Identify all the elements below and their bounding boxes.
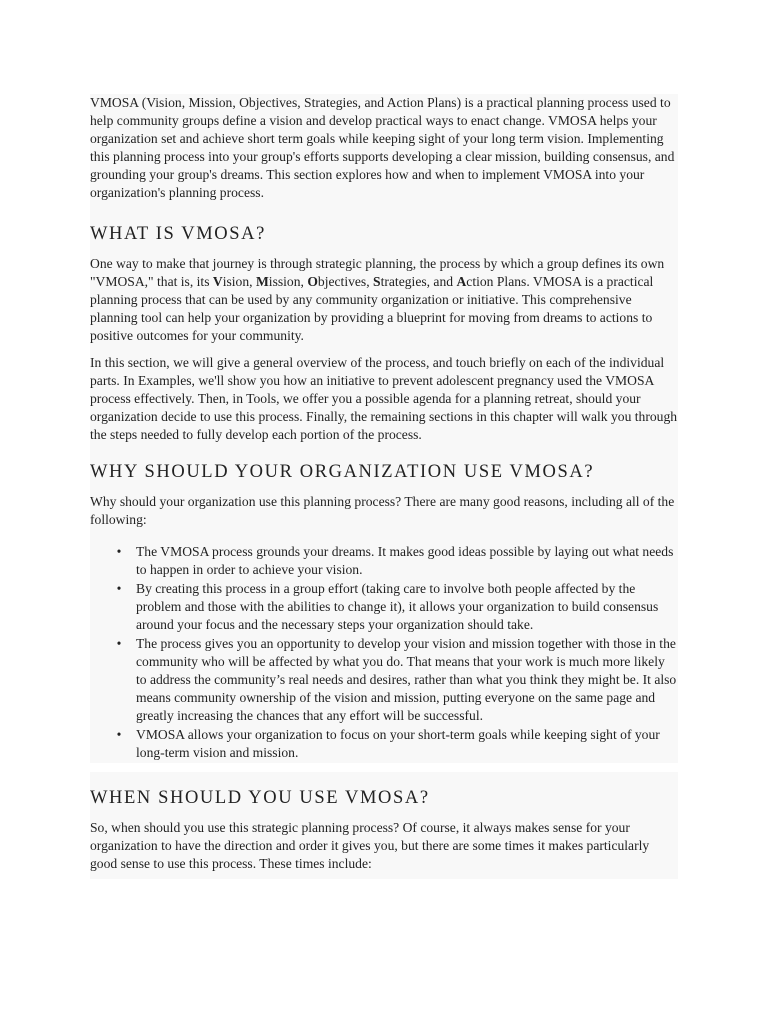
intro-section — [90, 94, 678, 762]
letter-o: O — [307, 274, 318, 289]
what-p1-start: One way to make that journey is through strategic planning, the process by which a group defines its own "VMOSA," that is, its — [90, 256, 665, 289]
word-strategies: trategies, and — [380, 274, 457, 289]
document-page — [90, 94, 678, 879]
when-use-vmosa-heading: WHEN SHOULD YOU USE VMOSA? — [90, 788, 430, 808]
word-vision: ision, — [222, 274, 256, 289]
reasons-list — [90, 543, 678, 762]
section-tail — [90, 873, 678, 879]
when-paragraph: So, when should you use this strategic planning process? Of course, it always makes sense for your organization to have the direction and order it gives you, but there are some times it makes particularly good sense to use this process. These times include: — [90, 820, 650, 871]
when-section — [90, 785, 678, 879]
bullet-icon: • — [116, 544, 122, 559]
list-item — [116, 580, 678, 634]
what-paragraph-1 — [90, 255, 678, 345]
bullet-icon: • — [116, 581, 122, 596]
list-item — [116, 543, 678, 579]
word-objectives: bjectives, — [317, 274, 374, 289]
what-paragraph-2: In this section, we will give a general overview of the process, and touch briefly on each of the individual parts. In Examples, we'll show you how an initiative to prevent adolescent pregnancy used the VMOSA process effectively. Then, in Tools, we offer you a possible agenda for a planning retreat, should your organization decide to use this process. Finally, the remaining sections in this chapter will walk you through the steps needed to fully develop each portion of the process. — [90, 355, 678, 442]
letter-m: M — [255, 274, 269, 289]
letter-s: S — [373, 274, 381, 289]
list-item-text: VMOSA allows your organization to focus on your short-term goals while keeping sight of your long-term vision and mission. — [136, 727, 660, 760]
why-use-vmosa-heading: WHY SHOULD YOUR ORGANIZATION USE VMOSA? — [90, 462, 595, 482]
letter-a: A — [456, 274, 467, 289]
intro-paragraph: VMOSA (Vision, Mission, Objectives, Strategies, and Action Plans) is a practical planning process used to help community groups define a vision and develop practical ways to enact change. VMOSA helps your organization set and achieve short term goals while keeping sight of your long term vision. Implementing this planning process into your group's efforts supports developing a clear mission, building consensus, and grounding your group's dreams. This section explores how and when to implement VMOSA into your organization's planning process. — [90, 95, 675, 200]
list-item-text: By creating this process in a group effort (taking care to involve both people affected by the problem and those with the abilities to change it), it allows your organization to build consensus around your focus and the necessary steps your organization should take. — [136, 581, 659, 632]
bullet-icon: • — [116, 727, 122, 742]
list-item — [116, 635, 678, 725]
section-divider — [0, 763, 768, 772]
word-mission: ission, — [268, 274, 308, 289]
list-item — [116, 726, 678, 762]
what-p1-end: ction Plans. VMOSA is a practical planning process that can be used by any community organization or initiative. This comprehensive planning tool can help your organization by providing a blueprint for moving from dreams to actions to positive outcomes for your community. — [90, 274, 654, 343]
why-paragraph: Why should your organization use this planning process? There are many good reasons, including all of the following: — [90, 494, 675, 527]
list-item-text: The VMOSA process grounds your dreams. It makes good ideas possible by laying out what needs to happen in order to achieve your vision. — [136, 544, 674, 577]
list-item-text: The process gives you an opportunity to develop your vision and mission together with those in the community who will be affected by what you do. That means that your work is much more likely to address the community’s real needs and desires, rather than what you think they might be. It also means community ownership of the vision and mission, putting everyone on the same page and greatly increasing the chances that any effort will be successful. — [136, 636, 677, 723]
letter-v: V — [212, 274, 223, 289]
what-is-vmosa-heading: WHAT IS VMOSA? — [90, 224, 266, 244]
bullet-icon: • — [116, 636, 122, 651]
